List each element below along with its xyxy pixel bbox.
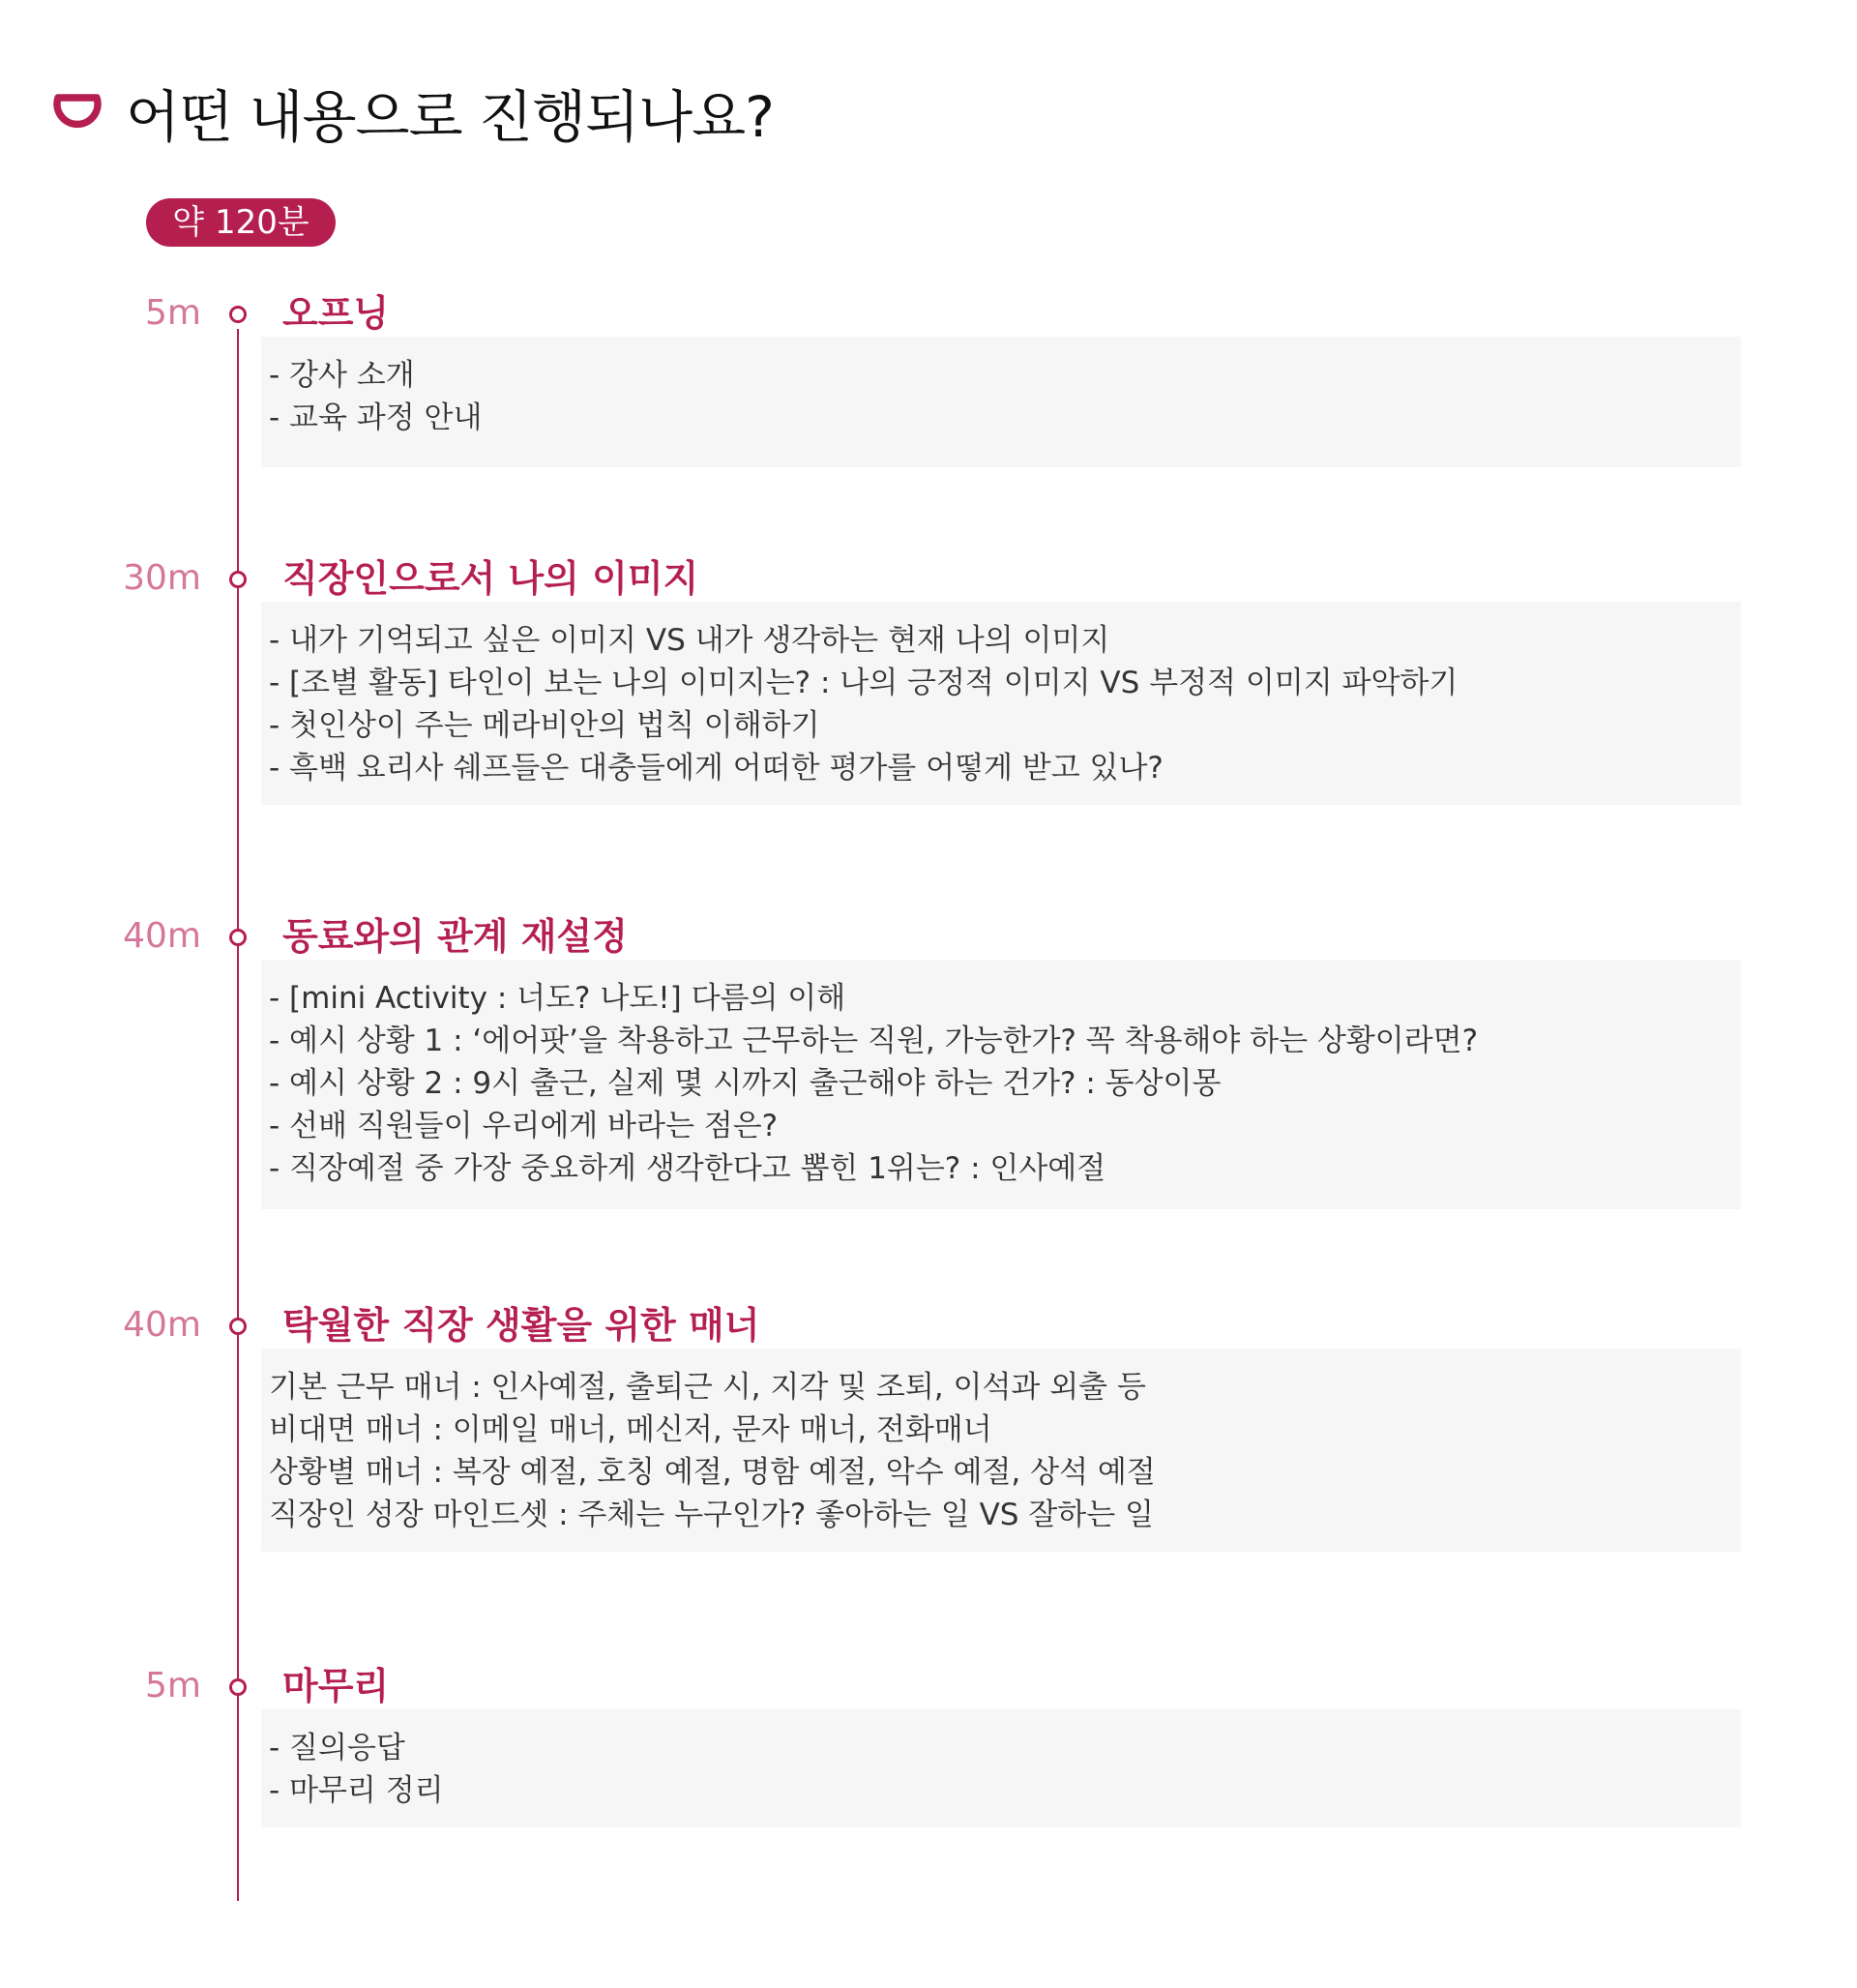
section-time: 5m xyxy=(145,293,201,333)
page-title: 어떤 내용으로 진행되나요? xyxy=(126,84,774,150)
duration-badge: 약 120분 xyxy=(146,198,336,247)
list-item: - 내가 기억되고 싶은 이미지 VS 내가 생각하는 현재 나의 이미지 xyxy=(269,623,1110,658)
list-item: - 예시 상황 1 : ‘에어팟’을 착용하고 근무하는 직원, 가능한가? 꼭 착용해야 하는 상황이라면? xyxy=(269,1024,1479,1058)
list-item: 직장인 성장 마인드셋 : 주체는 누구인가? 좋아하는 일 VS 잘하는 일 xyxy=(269,1498,1154,1532)
list-item: - 직장예절 중 가장 중요하게 생각한다고 뽑힌 1위는? : 인사예절 xyxy=(269,1151,1106,1186)
section-time: 5m xyxy=(145,1666,201,1706)
section-time: 30m xyxy=(123,558,201,598)
list-item: - 흑백 요리사 쉐프들은 대충들에게 어떠한 평가를 어떻게 받고 있나? xyxy=(269,751,1164,786)
section-title: 직장인으로서 나의 이미지 xyxy=(282,557,699,600)
timeline-dot-icon xyxy=(229,1678,247,1696)
section-content-box xyxy=(261,1709,1741,1827)
list-item: - 강사 소개 xyxy=(269,358,415,393)
list-item: - 예시 상황 2 : 9시 출근, 실제 몇 시까지 출근해야 하는 건가? : 동상이몽 xyxy=(269,1066,1222,1101)
list-item: - [조별 활동] 타인이 보는 나의 이미지는? : 나의 긍정적 이미지 VS 부정적 이미지 파악하기 xyxy=(269,666,1459,700)
list-item: 기본 근무 매너 : 인사예절, 출퇴근 시, 지각 및 조퇴, 이석과 외출 등 xyxy=(269,1370,1146,1405)
list-item: - [mini Activity : 너도? 나도!] 다름의 이해 xyxy=(269,981,846,1016)
section-time: 40m xyxy=(123,1305,201,1345)
timeline-dot-icon xyxy=(229,929,247,946)
section-content-box xyxy=(261,602,1741,805)
timeline-dot-icon xyxy=(229,306,247,323)
section-time: 40m xyxy=(123,916,201,956)
section-title: 오프닝 xyxy=(282,292,390,335)
section-title: 마무리 xyxy=(282,1665,390,1707)
timeline-dot-icon xyxy=(229,571,247,588)
section-title: 탁월한 직장 생활을 위한 매너 xyxy=(282,1304,760,1347)
section-content-box xyxy=(261,1349,1741,1552)
list-item: 비대면 매너 : 이메일 매너, 메신저, 문자 매너, 전화매너 xyxy=(269,1412,992,1447)
brand-ring-icon xyxy=(50,85,104,139)
list-item: - 첫인상이 주는 메라비안의 법칙 이해하기 xyxy=(269,708,820,743)
timeline-line xyxy=(237,329,239,1901)
list-item: - 질의응답 xyxy=(269,1731,405,1765)
section-content-box xyxy=(261,960,1741,1209)
header xyxy=(50,74,774,151)
section-title: 동료와의 관계 재설정 xyxy=(282,915,628,958)
section-content-box xyxy=(261,337,1741,467)
list-item: 상황별 매너 : 복장 예절, 호칭 예절, 명함 예절, 악수 예절, 상석 예절 xyxy=(269,1455,1156,1490)
list-item: - 선배 직원들이 우리에게 바라는 점은? xyxy=(269,1109,779,1143)
timeline-dot-icon xyxy=(229,1318,247,1335)
list-item: - 마무리 정리 xyxy=(269,1773,444,1808)
list-item: - 교육 과정 안내 xyxy=(269,401,483,435)
